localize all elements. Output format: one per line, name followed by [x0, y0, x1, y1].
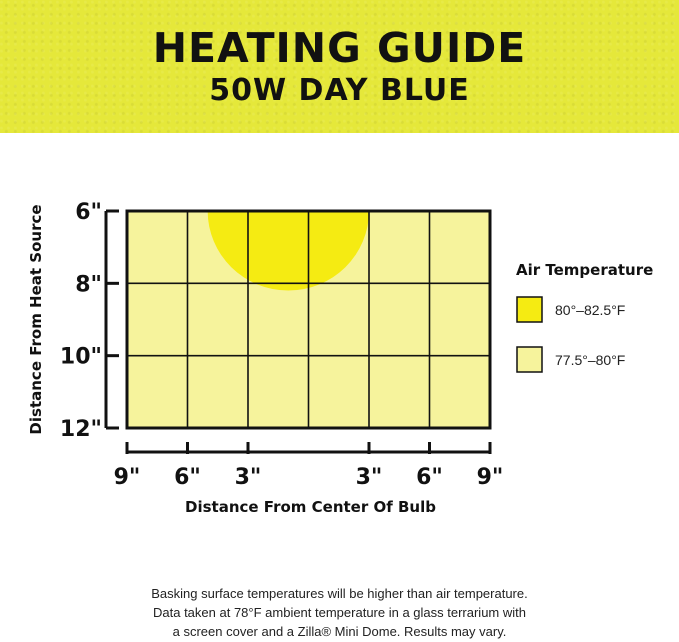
x-tick-label: 3"	[355, 465, 383, 490]
y-tick-label: 12"	[59, 417, 102, 442]
footnote-line: Data taken at 78°F ambient temperature in a glass terrarium with	[153, 605, 526, 620]
y-tick-label: 10"	[59, 344, 102, 370]
legend-swatch	[517, 297, 542, 322]
x-tick-label: 6"	[174, 465, 201, 490]
page-title: HEATING GUIDE	[152, 24, 527, 72]
footnote-line: a screen cover and a Zilla® Mini Dome. Results may vary.	[172, 624, 507, 639]
legend-label: 80°–82.5°F	[555, 302, 626, 318]
x-axis-title: Distance From Center Of Bulb	[185, 498, 436, 516]
y-tick-label: 6"	[75, 200, 102, 225]
legend-title: Air Temperature	[516, 261, 654, 279]
page-subtitle: 50W DAY BLUE	[209, 73, 470, 108]
y-axis-title: Distance From Heat Source	[27, 204, 45, 435]
x-tick-label: 9"	[113, 465, 141, 490]
x-tick-label: 6"	[416, 465, 443, 490]
y-tick-label: 8"	[75, 272, 102, 298]
footnote	[0, 584, 679, 641]
footnote-line: Basking surface temperatures will be higher than air temperature.	[151, 586, 528, 601]
legend-label: 77.5°–80°F	[555, 352, 626, 368]
x-tick-label: 3"	[234, 465, 262, 490]
x-tick-label: 9"	[476, 465, 504, 490]
legend-swatch	[517, 347, 542, 372]
